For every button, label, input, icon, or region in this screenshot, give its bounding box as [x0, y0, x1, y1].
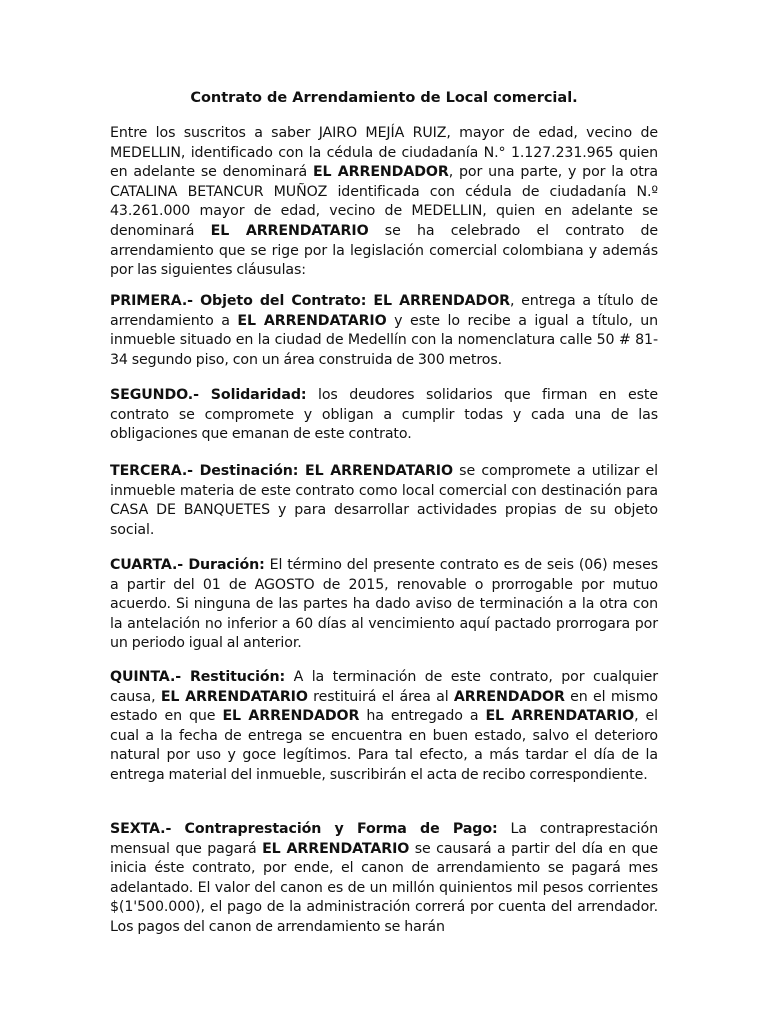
intro-text-3: se ha celebrado el contrato de arrendamiento que se rige por la legislación comercial colombiana y además por las siguientes cláusulas: — [110, 222, 658, 279]
clause-quinta-bold-3: EL ARRENDADOR — [222, 708, 360, 725]
clause-quinta-text-1: A la terminación de este contrato, por cualquier causa, — [110, 669, 658, 705]
intro-bold-arrendatario: EL ARRENDATARIO — [210, 222, 369, 239]
clause-quinta-bold-4: EL ARRENDATARIO — [485, 708, 635, 725]
clause-quinta-text-3: en el mismo estado en que — [110, 688, 658, 725]
clause-tercera-text: se compromete a utilizar el inmueble materia de este contrato como local comercial con destinación para CASA DE BANQUETES y para desarrollar actividades propias de su objeto social. — [110, 463, 659, 538]
intro-bold-arrendador: EL ARRENDADOR — [312, 164, 449, 181]
intro-paragraph — [110, 124, 658, 281]
clause-sexta — [110, 820, 658, 938]
clause-segundo-heading: SEGUNDO.- Solidaridad: — [110, 387, 307, 403]
clause-primera — [110, 292, 658, 370]
clause-sexta-text-2: se causará a partir del día en que inicia éste contrato, por ende, el canon de arrendamiento se pagará mes adelantado. El valor del canon es de un millón quinientos mil pesos corrientes $(1'500.000), el pago de la administración correrá por cuenta del arrendador. Los pagos del canon de arrendamiento se harán — [110, 840, 658, 935]
clause-primera-text-2: y este lo recibe a igual a título, un inmueble situado en la ciudad de Medellín con la nomenclatura calle 50 # 81-34 segundo piso, con un área construida de 300 metros. — [110, 312, 658, 368]
clause-quinta-bold-2: ARRENDADOR — [453, 688, 565, 705]
clause-sexta-bold-1: EL ARRENDATARIO — [262, 840, 410, 857]
intro-text-2: , por una parte, y por la otra CATALINA BETANCUR MUÑOZ identificada con cédula de ciudadanía N.º 43.261.000 mayor de edad, vecino de MEDELLIN, quien en adelante se denominará — [110, 164, 658, 239]
clause-primera-text-1: , entrega a título de arrendamiento a — [110, 293, 658, 329]
clause-sexta-heading: SEXTA.- Contraprestación y Forma de Pago: — [110, 821, 498, 837]
clause-cuarta-heading: CUARTA.- Duración: — [110, 557, 265, 573]
clause-tercera — [110, 462, 658, 540]
clause-segundo-text: los deudores solidarios que firman en este contrato se compromete y obligan a cumplir todas y cada una de las obligaciones que emanan de este contrato. — [110, 387, 658, 443]
clause-quinta-bold-1: EL ARRENDATARIO — [160, 688, 308, 705]
clause-quinta-text-5: , el cual a la fecha de entrega se encuentra en buen estado, salvo el deterioro natural por uso y goce legítimos. Para tal efecto, a más tardar el día de la entrega material del inmueble, suscribirán el acta de recibo correspondiente. — [110, 708, 658, 783]
document-title: Contrato de Arrendamiento de Local comercial. — [190, 90, 578, 106]
clause-quinta-text-2: restituirá el área al — [307, 688, 454, 705]
clause-cuarta — [110, 556, 658, 654]
clause-quinta-text-4: ha entregado a — [359, 708, 486, 725]
clause-quinta — [110, 668, 658, 786]
clause-cuarta-text: El término del presente contrato es de seis (06) meses a partir del 01 de AGOSTO de 2015, renovable o prorrogable por mutuo acuerdo. Si ninguna de las partes ha dado aviso de terminación a la otra con la antelación no inferior a 60 días al vencimiento aquí pactado prorrogara por un periodo igual al anterior. — [110, 557, 658, 652]
clause-primera-bold-1: EL ARRENDATARIO — [237, 312, 387, 329]
clause-quinta-heading: QUINTA.- Restitución: — [110, 669, 286, 685]
clause-sexta-text-1: La contraprestación mensual que pagará — [110, 821, 659, 857]
clause-tercera-heading: TERCERA.- Destinación: EL ARRENDATARIO — [110, 463, 453, 479]
intro-text-1: Entre los suscritos a saber JAIRO MEJÍA RUIZ, mayor de edad, vecino de MEDELLIN, identificado con la cédula de ciudadanía N.° 1.127.231.965 quien en adelante se denominará — [110, 125, 658, 181]
clause-segundo — [110, 386, 658, 445]
clause-primera-heading: PRIMERA.- Objeto del Contrato: EL ARRENDADOR — [110, 293, 510, 309]
